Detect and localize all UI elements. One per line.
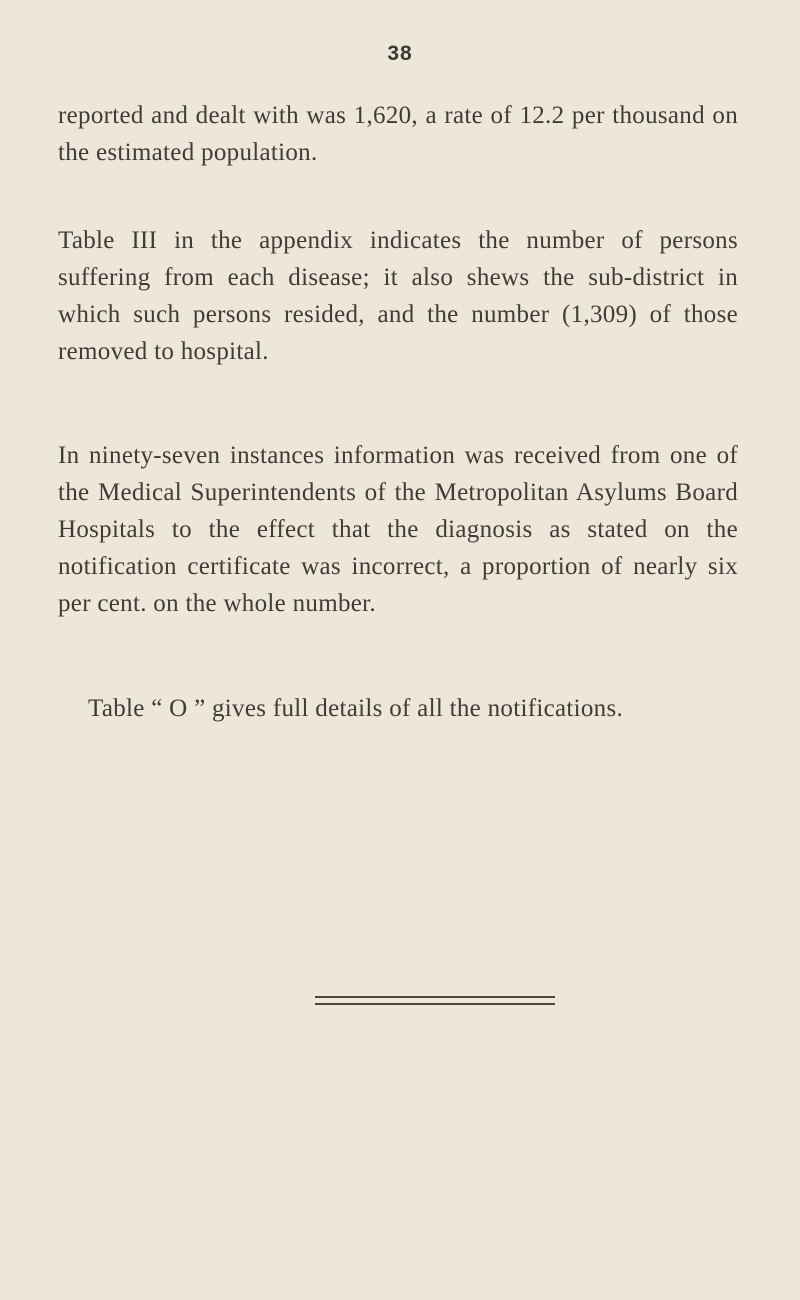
end-rule-bottom <box>315 1003 555 1005</box>
paragraph-table-iii: Table III in the appendix indicates the number of persons suffering from each disease; it also shews the sub-district in which such persons resided, and the number (1,309) of those removed to hospital. <box>58 227 738 365</box>
end-rule-top <box>315 996 555 998</box>
page-number: 38 <box>387 42 413 65</box>
paragraph-diagnosis: In ninety-seven instances information was received from one of the Medical Superintendents of the Metropolitan Asylums Board Hospitals to the effect that the diagnosis as stated on the notification certificate was incorrect, a proportion of nearly six per cent. on the whole number. <box>58 442 738 617</box>
paragraph-rate: reported and dealt with was 1,620, a rate of 12.2 per thousand on the estimated population. <box>58 102 738 166</box>
paragraph-table-o: Table “ O ” gives full details of all the notifications. <box>88 695 624 722</box>
